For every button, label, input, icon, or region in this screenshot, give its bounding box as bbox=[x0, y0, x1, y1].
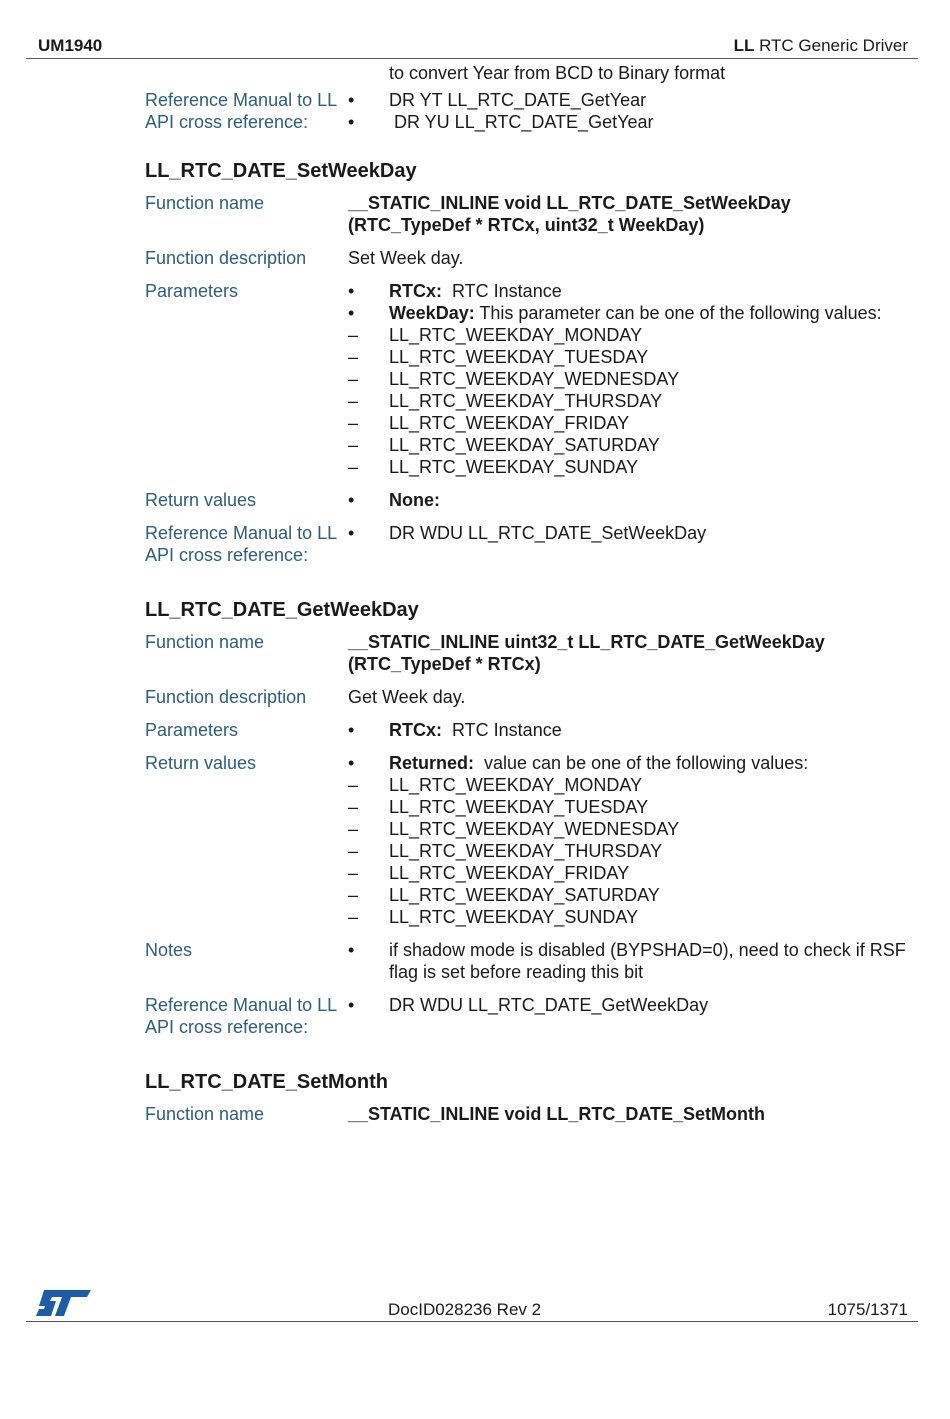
weekday-item: – LL_RTC_WEEKDAY_THURSDAY bbox=[348, 840, 915, 862]
return-row bbox=[145, 489, 915, 511]
section-title-setmonth: LL_RTC_DATE_SetMonth bbox=[145, 1071, 388, 1093]
fn-name-label: Function name bbox=[145, 1104, 265, 1124]
fn-name-label: Function name bbox=[145, 632, 265, 652]
page-header bbox=[26, 36, 918, 59]
header-title bbox=[734, 36, 908, 56]
weekday-item: – LL_RTC_WEEKDAY_TUESDAY bbox=[348, 796, 915, 818]
weekday-item: – LL_RTC_WEEKDAY_WEDNESDAY bbox=[348, 818, 915, 840]
top-ref-item: • DR YT LL_RTC_DATE_GetYear bbox=[348, 89, 915, 111]
header-title-bold: LL bbox=[733, 36, 755, 55]
return-bold: Returned: bbox=[389, 753, 474, 773]
param-item bbox=[348, 302, 915, 478]
ref-row bbox=[145, 522, 915, 566]
top-ref-label: Reference Manual to LL API cross reference: bbox=[145, 90, 337, 132]
doc-id: UM1940 bbox=[38, 36, 103, 55]
weekday-item: – LL_RTC_WEEKDAY_SATURDAY bbox=[348, 434, 915, 456]
return-label: Return values bbox=[145, 490, 257, 510]
fn-desc-row bbox=[145, 686, 915, 708]
footer-doc-id: DocID028236 Rev 2 bbox=[388, 1300, 542, 1319]
ref-item: • DR WDU LL_RTC_DATE_SetWeekDay bbox=[348, 522, 915, 544]
top-ref-row bbox=[145, 89, 915, 133]
fn-desc-row bbox=[145, 247, 915, 269]
fn-name-label: Function name bbox=[145, 193, 265, 213]
page-footer bbox=[26, 1288, 918, 1322]
fn-desc-value: Get Week day. bbox=[348, 687, 466, 707]
weekday-item: – LL_RTC_WEEKDAY_FRIDAY bbox=[348, 412, 915, 434]
weekday-item: – LL_RTC_WEEKDAY_WEDNESDAY bbox=[348, 368, 915, 390]
fn-desc-value: Set Week day. bbox=[348, 248, 464, 268]
return-text: value can be one of the following values: bbox=[474, 753, 809, 773]
notes-row bbox=[145, 939, 915, 983]
section-title-setweekday: LL_RTC_DATE_SetWeekDay bbox=[145, 160, 417, 182]
param-text: RTC Instance bbox=[442, 720, 562, 740]
page-content bbox=[145, 62, 915, 1136]
params-row bbox=[145, 280, 915, 478]
return-item bbox=[348, 489, 915, 511]
ref-row bbox=[145, 994, 915, 1038]
weekday-item: – LL_RTC_WEEKDAY_SUNDAY bbox=[348, 456, 915, 478]
header-title-rest: RTC Generic Driver bbox=[754, 36, 908, 55]
return-label: Return values bbox=[145, 753, 257, 773]
fn-desc-label: Function description bbox=[145, 687, 307, 707]
params-label: Parameters bbox=[145, 720, 239, 740]
return-item bbox=[348, 752, 915, 928]
st-logo-icon bbox=[36, 1288, 92, 1323]
param-item bbox=[348, 280, 915, 302]
return-row bbox=[145, 752, 915, 928]
weekday-item: – LL_RTC_WEEKDAY_MONDAY bbox=[348, 324, 915, 346]
param-item bbox=[348, 719, 915, 741]
param-name: WeekDay: bbox=[389, 303, 475, 323]
param-name: RTCx: bbox=[389, 720, 442, 740]
fn-name-value: __STATIC_INLINE void LL_RTC_DATE_SetMonth bbox=[348, 1104, 766, 1124]
weekday-item: – LL_RTC_WEEKDAY_FRIDAY bbox=[348, 862, 915, 884]
fn-desc-label: Function description bbox=[145, 248, 307, 268]
fn-name-value: __STATIC_INLINE void LL_RTC_DATE_SetWeekDay (RTC_TypeDef * RTCx, uint32_t WeekDay) bbox=[348, 193, 791, 235]
top-ref-item: • DR YU LL_RTC_DATE_GetYear bbox=[348, 111, 915, 133]
section-title-getweekday: LL_RTC_DATE_GetWeekDay bbox=[145, 599, 419, 621]
weekday-item: – LL_RTC_WEEKDAY_THURSDAY bbox=[348, 390, 915, 412]
params-row bbox=[145, 719, 915, 741]
param-name: RTCx: bbox=[389, 281, 442, 301]
ref-label: Reference Manual to LL API cross reference: bbox=[145, 523, 337, 565]
ref-item: • DR WDU LL_RTC_DATE_GetWeekDay bbox=[348, 994, 915, 1016]
return-bold: None: bbox=[389, 490, 440, 510]
param-text: RTC Instance bbox=[442, 281, 562, 301]
fn-name-row bbox=[145, 192, 915, 236]
weekday-item: – LL_RTC_WEEKDAY_SATURDAY bbox=[348, 884, 915, 906]
weekday-item: – LL_RTC_WEEKDAY_TUESDAY bbox=[348, 346, 915, 368]
weekday-item: – LL_RTC_WEEKDAY_SUNDAY bbox=[348, 906, 915, 928]
continuation-text: to convert Year from BCD to Binary format bbox=[389, 63, 726, 83]
notes-label: Notes bbox=[145, 940, 193, 960]
notes-item: • if shadow mode is disabled (BYPSHAD=0), need to check if RSF flag is set before reading this bit bbox=[348, 939, 915, 983]
ref-label: Reference Manual to LL API cross reference: bbox=[145, 995, 337, 1037]
weekday-item: – LL_RTC_WEEKDAY_MONDAY bbox=[348, 774, 915, 796]
fn-name-value: __STATIC_INLINE uint32_t LL_RTC_DATE_GetWeekDay (RTC_TypeDef * RTCx) bbox=[348, 632, 825, 674]
params-label: Parameters bbox=[145, 281, 239, 301]
fn-name-row bbox=[145, 631, 915, 675]
fn-name-row bbox=[145, 1103, 915, 1125]
page-number: 1075/1371 bbox=[827, 1300, 908, 1319]
param-text: This parameter can be one of the following values: bbox=[474, 303, 882, 323]
